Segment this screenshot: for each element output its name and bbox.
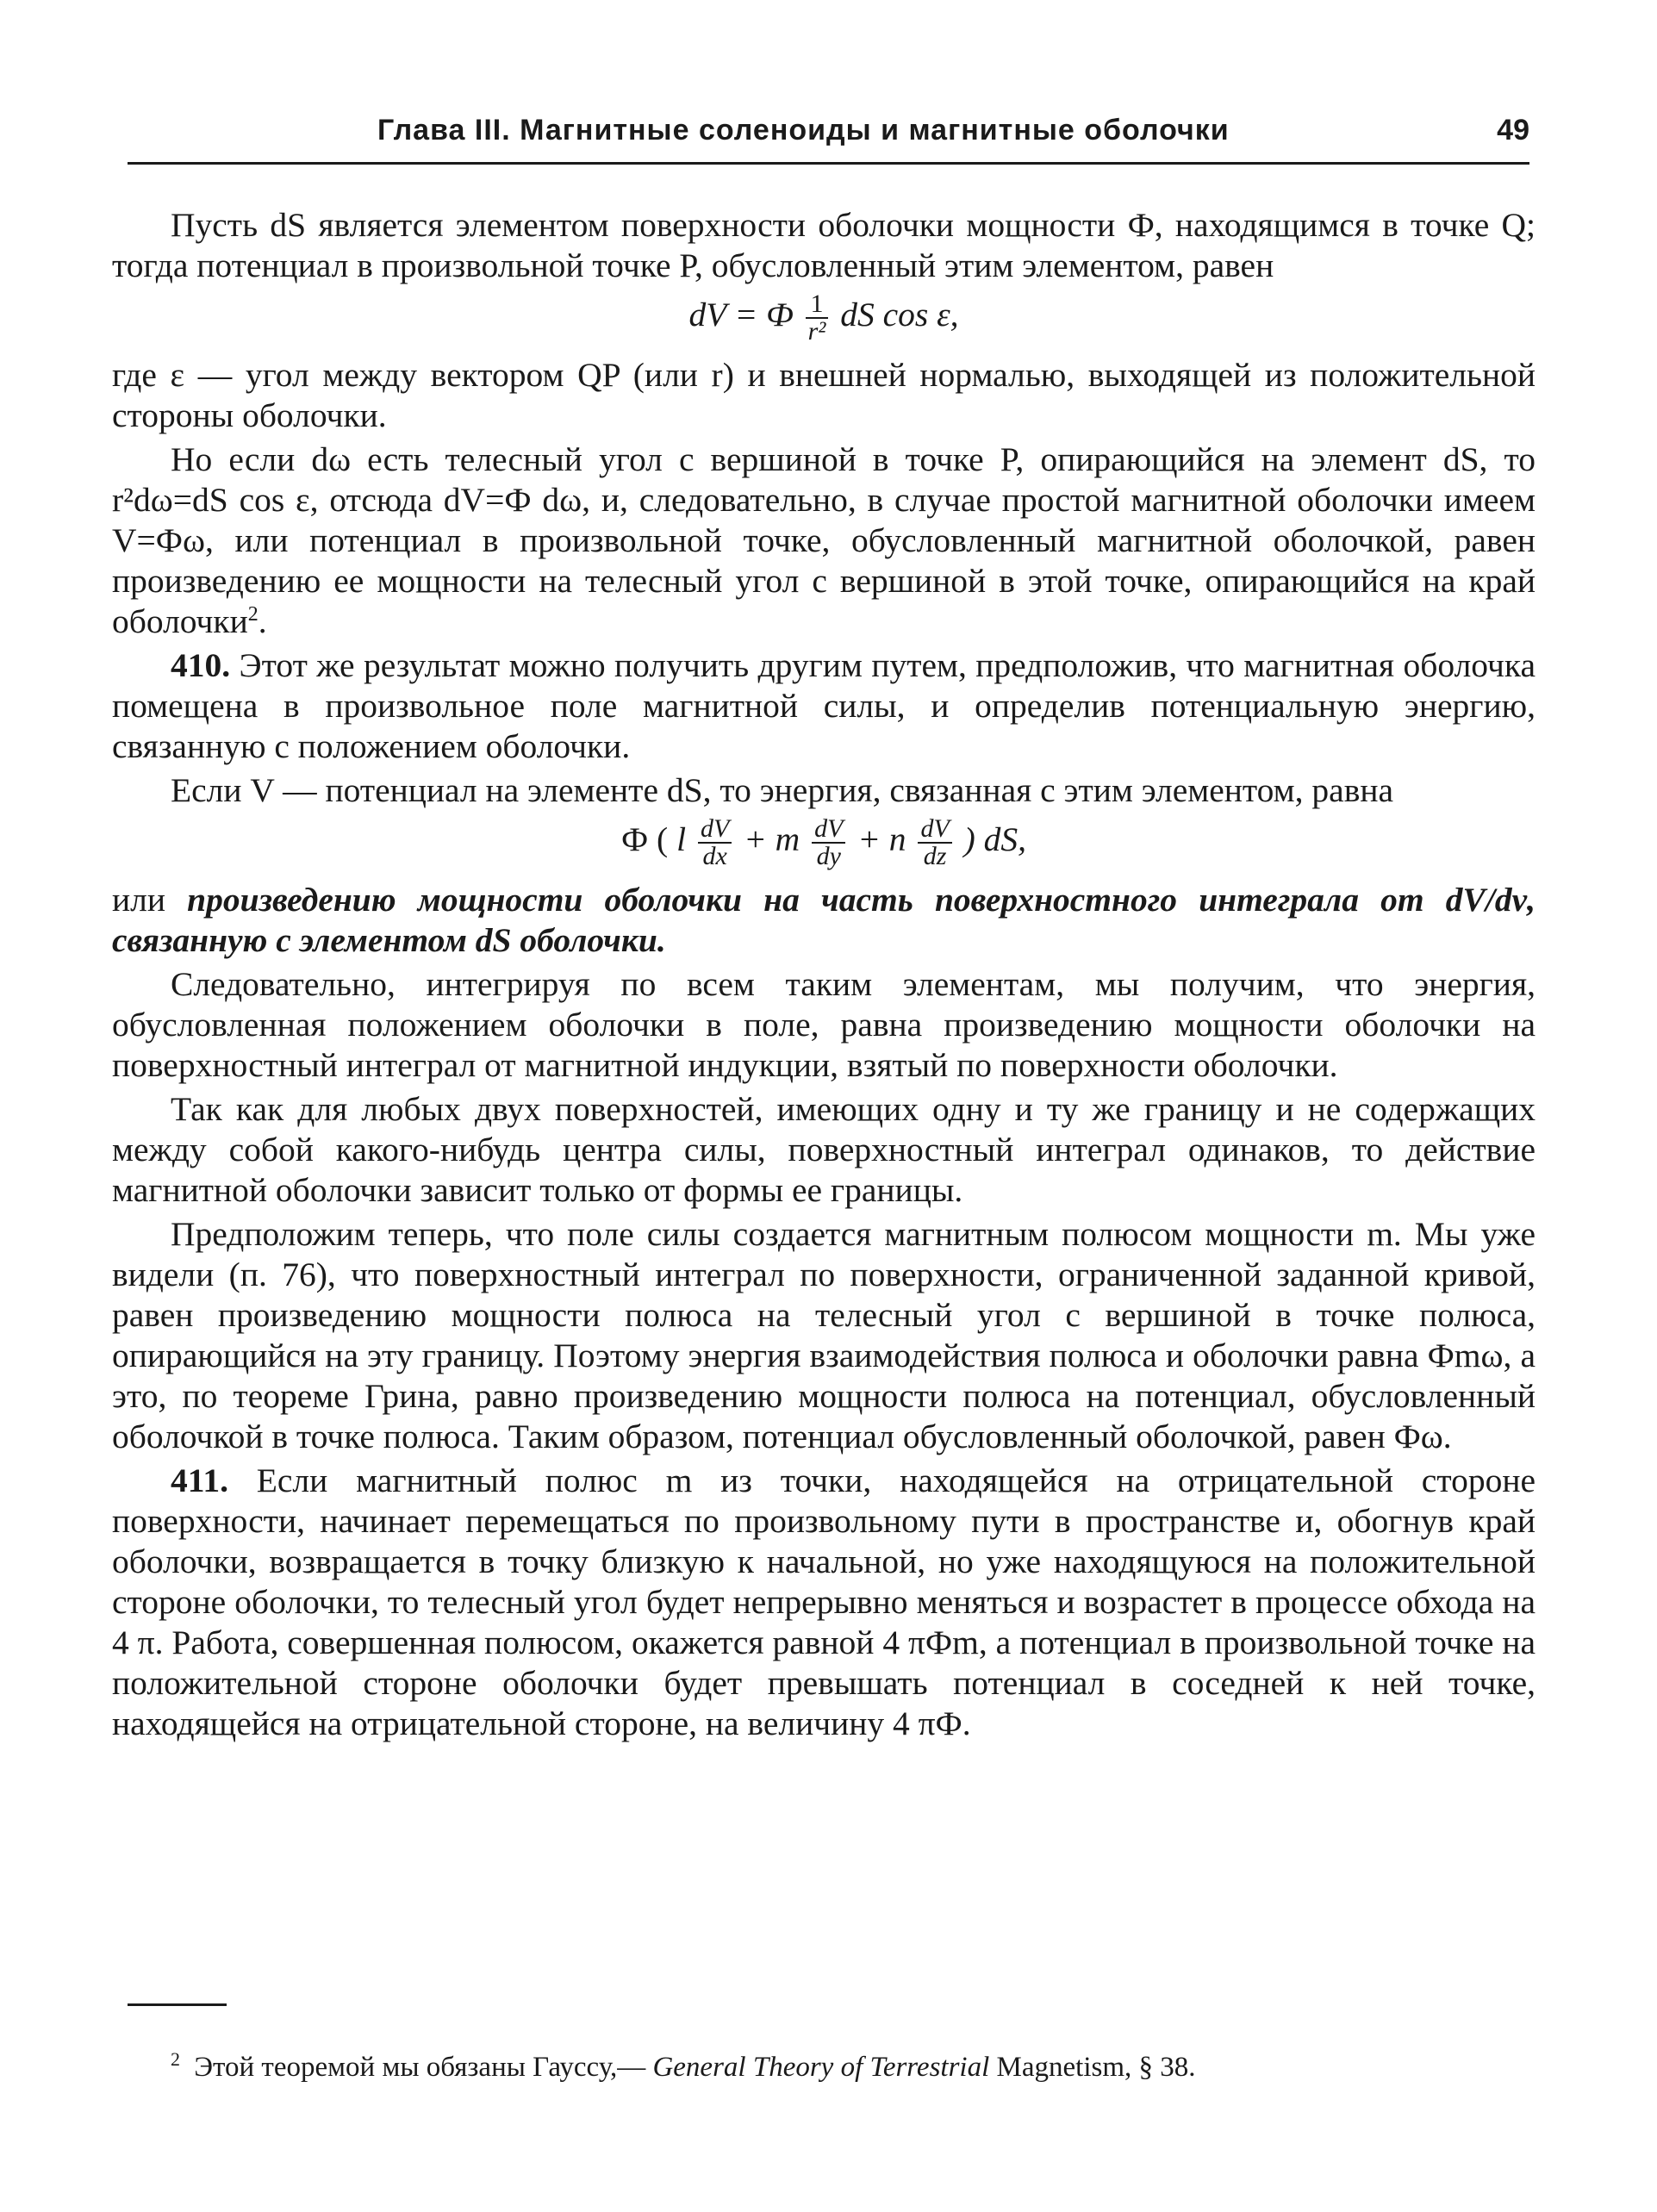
fraction-numerator: dV bbox=[812, 816, 845, 844]
section-text: Если магнитный полюс m из точки, находящейся на отрицательной стороне поверхности, начинает перемещаться по произвольному пути в пространстве и, обогнув край оболочки, возвращается в точку близкую к начальной, но уже находящуюся на положительной стороне оболочки, то телесный угол будет непрерывно меняться и возрастет в процессе обхода на 4 π. Работа, совершенная полюсом, окажется равной 4 πФm, а потенциал в произвольной точке на положительной стороне оболочки будет превышать потенциал в соседней к ней точке, находящейся на отрицательной стороне, на величину 4 πФ. bbox=[112, 1461, 1536, 1742]
formula-open: Ф ( bbox=[620, 820, 669, 859]
fraction-denominator: r² bbox=[807, 317, 826, 346]
paragraph-lead: или bbox=[112, 881, 165, 919]
paragraph: Так как для любых двух поверхностей, имеющих одну и ту же границу и не содержащих между собой какого-нибудь центра силы, поверхностный интеграл одинаков, то действие магнитной оболочки зависит только от формы ее границы. bbox=[112, 1090, 1536, 1209]
emphasized-text: произведению мощности оболочки на часть поверхностного интеграла от dV/dν, связанную с элементом dS оболочки. bbox=[112, 881, 1536, 959]
paragraph-end: . bbox=[258, 602, 267, 640]
running-title: Глава III. Магнитные соленоиды и магнитные оболочки bbox=[377, 114, 1230, 146]
footnote-text-end: Magnetism, § 38. bbox=[996, 2052, 1196, 2083]
formula-l: l bbox=[676, 820, 687, 859]
paragraph: Если V — потенциал на элементе dS, то энергия, связанная с этим элементом, равна bbox=[171, 771, 1394, 809]
fraction-denominator: dy bbox=[816, 842, 841, 870]
paragraph: Пусть dS является элементом поверхности оболочки мощности Ф, находящимся в точке Q; тогда потенциал в произвольной точке P, обусловленный этим элементом, равен bbox=[112, 206, 1536, 284]
page-number: 49 bbox=[1497, 114, 1529, 146]
formula-potential-element bbox=[112, 291, 1536, 345]
formula-close: ) dS, bbox=[963, 820, 1027, 859]
footnote-marker: 2 bbox=[171, 2048, 180, 2070]
fraction bbox=[812, 816, 845, 869]
footnote-title: General Theory of Terrestrial bbox=[652, 2052, 990, 2083]
fraction-denominator: dz bbox=[923, 842, 947, 870]
footnote-text: Этой теоремой мы обязаны Гауссу,— bbox=[194, 2052, 646, 2083]
fraction-denominator: dx bbox=[702, 842, 727, 870]
fraction-numerator: 1 bbox=[806, 291, 829, 319]
paragraph: Предположим теперь, что поле силы создается магнитным полюсом мощности m. Мы уже видели (п. 76), что поверхностный интеграл по поверхности, ограниченной заданной кривой, равен произведению мощности полюса на телесный угол с вершиной в точке полюса, опирающийся на эту границу. Поэтому энергия взаимодействия полюса и оболочки равна Фmω, а это, по теореме Грина, равно произведению мощности полюса на потенциал, обусловленный оболочкой в точке полюса. Таким образом, потенциал обусловленный оболочкой, равен Фω. bbox=[112, 1215, 1536, 1455]
section-number: 411. bbox=[171, 1461, 228, 1499]
paragraph bbox=[112, 439, 1536, 642]
section-text: Этот же результат можно получить другим путем, предположив, что магнитная оболочка помещена в произвольное поле магнитной силы, и определив потенциальную энергию, связанную с положением оболочки. bbox=[112, 646, 1536, 765]
footnote-ref: 2 bbox=[247, 602, 259, 626]
formula-n: + n bbox=[857, 820, 906, 859]
formula-rhs: dS cos ε, bbox=[840, 296, 959, 334]
footnote bbox=[171, 2042, 1532, 2084]
formula-energy bbox=[112, 816, 1536, 869]
fraction-numerator: dV bbox=[918, 816, 951, 844]
paragraph bbox=[112, 880, 1536, 961]
body-text bbox=[112, 205, 1536, 1748]
fraction bbox=[698, 816, 732, 869]
fraction bbox=[806, 291, 829, 345]
fraction-numerator: dV bbox=[698, 816, 732, 844]
paragraph: где ε — угол между вектором QP (или r) и внешней нормалью, выходящей из положительной стороны оболочки. bbox=[112, 356, 1536, 434]
section-410 bbox=[112, 645, 1536, 767]
fraction bbox=[918, 816, 951, 869]
section-411 bbox=[112, 1461, 1536, 1744]
formula-lhs: dV = Ф bbox=[688, 296, 794, 334]
paragraph: Следовательно, интегрируя по всем таким элементам, мы получим, что энергия, обусловленная положением оболочки в поле, равна произведению мощности оболочки на поверхностный интеграл от магнитной индукции, взятый по поверхности оболочки. bbox=[112, 965, 1536, 1084]
page-header bbox=[128, 110, 1529, 165]
section-number: 410. bbox=[171, 646, 231, 684]
formula-m: + m bbox=[744, 820, 800, 859]
footnote-divider bbox=[128, 2003, 227, 2006]
paragraph-text: Но если dω есть телесный угол с вершиной в точке P, опирающийся на элемент dS, то r²dω=dS cos ε, отсюда dV=Ф dω, и, следовательно, в случае простой магнитной оболочки имеем V=Фω, или потенциал в произвольной точке, обусловленный магнитной оболочкой, равен произведению ее мощности на телесный угол с вершиной в этой точке, опирающийся на край оболочки bbox=[112, 440, 1536, 640]
